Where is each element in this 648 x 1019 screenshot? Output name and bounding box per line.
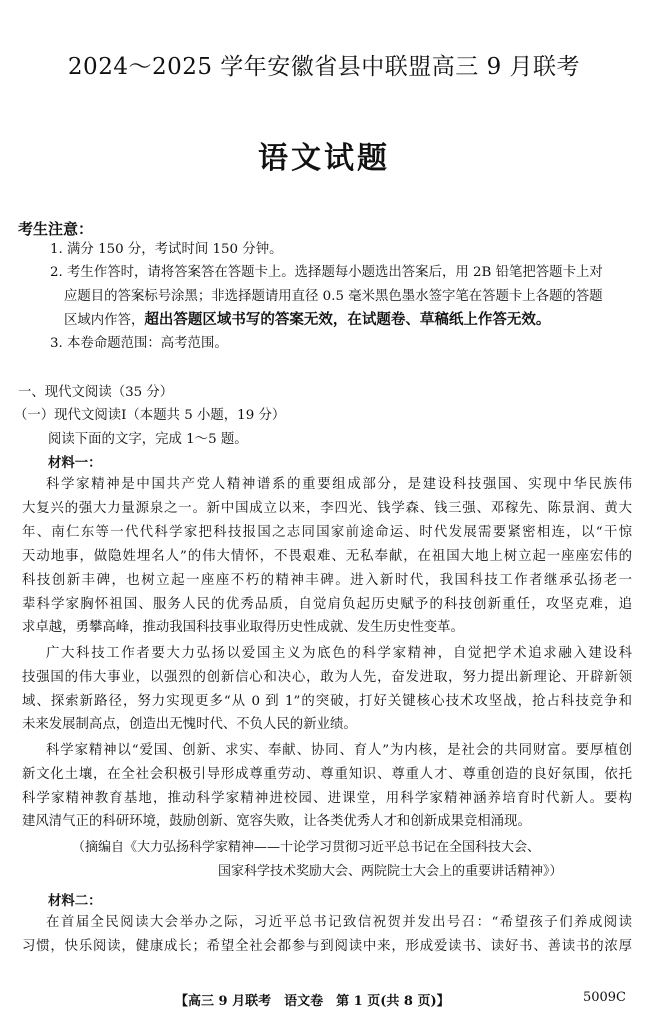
material-1-label: 材料一： <box>48 456 102 471</box>
notice-item-2-cont: 应题目的答案标号涂黑；非选择题请用直径 0.5 毫米黑色墨水签字笔在答题卡上各题的答题 <box>64 289 603 304</box>
notice-item-2-end <box>64 310 550 331</box>
paragraph-line: 求卓越，勇攀高峰，推动我国科技事业取得历史性成就、发生历史性变革。 <box>22 620 464 635</box>
paragraph-line: 新文化土壤，在全社会积极引导形成尊重劳动、尊重知识、尊重人才、尊重创造的良好氛围，依托 <box>22 767 632 782</box>
paragraph-line: 广大科技工作者要大力弘扬以爱国主义为底色的科学家精神，自觉把学术追求融入建设科 <box>46 646 632 661</box>
paragraph-line: 科技创新丰碑，也树立起一座座不朽的精神丰碑。进入新时代，我国科技工作者继承弘扬老一 <box>22 573 632 588</box>
paragraph-line: 辈科学家胸怀祖国、服务人民的优秀品质，自觉肩负起历史赋予的科技创新重任，攻坚克难，追 <box>22 597 632 612</box>
paragraph-line: 在首届全民阅读大会举办之际，习近平总书记致信祝贺并发出号召：“希望孩子们养成阅读 <box>46 915 632 930</box>
paragraph-line: 大复兴的强大力量源泉之一。新中国成立以来，李四光、钱学森、钱三强、邓稼先、陈景润、黄大 <box>22 501 632 516</box>
subject-title: 语文试题 <box>258 141 390 176</box>
paragraph-line: 建风清气正的科研环境，鼓励创新、宽容失败，让各类优秀人才和创新成果竞相涌现。 <box>22 814 531 829</box>
paragraph-line: 习惯，快乐阅读，健康成长；希望全社会都参与到阅读中来，形成爱读书、读好书、善读书的浓厚 <box>22 939 632 954</box>
footer-page-info: 【高三 9 月联考 语文卷 第 1 页(共 8 页)】 <box>175 994 450 1009</box>
paragraph-line: 未来发展制高点，创造出无愧时代、不负人民的新业绩。 <box>22 717 357 732</box>
paragraph-line: 科学家精神教育基地，推动科学家精神进校园、进课堂，用科学家精神涵养培育时代新人。要构 <box>22 791 632 806</box>
notice-item-2-tail: 区域内作答， <box>64 313 145 328</box>
material-2-label: 材料二： <box>48 894 102 909</box>
subsection-heading: （一）现代文阅读Ⅰ（本题共 5 小题，19 分） <box>14 408 286 423</box>
paragraph-line: 科学家精神是中国共产党人精神谱系的重要组成部分，是建设科技强国、实现中华民族伟 <box>46 477 632 492</box>
instruction-text: 阅读下面的文字，完成 1～5 题。 <box>48 432 248 447</box>
section-heading: 一、现代文阅读（35 分） <box>18 385 174 400</box>
notice-emphasis: 超出答题区域书写的答案无效，在试题卷、草稿纸上作答无效。 <box>144 312 551 328</box>
citation-line-1: （摘编自《大力弘扬科学家精神——十论学习贯彻习近平总书记在全国科技大会、 <box>72 840 541 855</box>
notice-item-3: 3. 本卷命题范围：高考范围。 <box>50 336 228 351</box>
citation-line-2: 国家科学技术奖励大会、两院院士大会上的重要讲话精神》） <box>218 864 563 879</box>
notice-heading: 考生注意： <box>18 220 94 238</box>
paragraph-line: 技强国的伟大事业，以强烈的创新信心和决心，敢为人先，奋发进取，努力提出新理论、开辟新领 <box>22 670 632 685</box>
paragraph-line: 科学家精神以“爱国、创新、求实、奉献、协同、育人”为内核，是社会的共同财富。要厚植创 <box>46 743 632 758</box>
paragraph-line: 年、南仁东等一代代科学家把科技报国之志同国家前途命运、时代发展需要紧密相连，以“干惊 <box>22 525 632 540</box>
exam-title: 2024～2025 学年安徽省县中联盟高三 9 月联考 <box>67 54 581 80</box>
paragraph-line: 天动地事，做隐姓埋名人”的伟大情怀，不畏艰难、无私奉献，在祖国大地上树立起一座座宏伟的 <box>22 549 632 564</box>
footer-code: 5009C <box>582 990 626 1005</box>
paragraph-line: 域、探索新路径，努力实现更多“从 0 到 1”的突破，打好关键核心技术攻坚战，抢占科技竞争和 <box>22 694 632 709</box>
notice-item-2: 2. 考生作答时，请将答案答在答题卡上。选择题每小题选出答案后，用 2B 铅笔把答题卡上对 <box>50 265 603 280</box>
notice-item-1: 1. 满分 150 分，考试时间 150 分钟。 <box>50 242 283 257</box>
